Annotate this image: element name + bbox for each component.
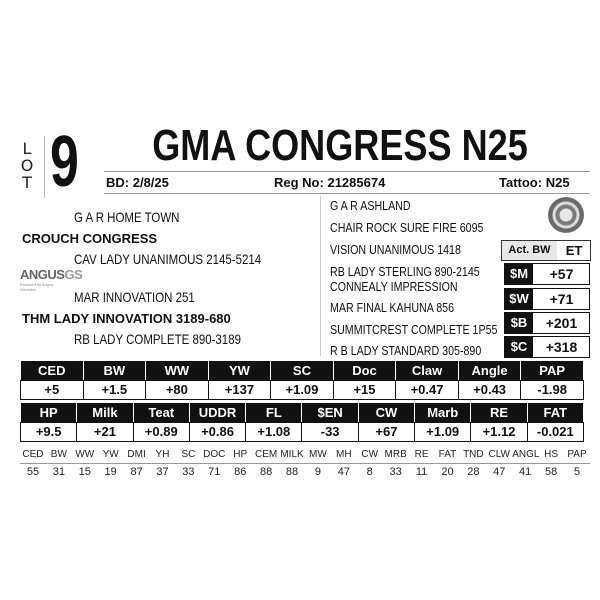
percentile-value: 20 [441,466,454,478]
dam-dam: RB LADY COMPLETE 890-3189 [74,331,241,347]
pedigree-right-5: MAR FINAL KAHUNA 856 [330,300,455,315]
registry-seal-icon [548,197,584,233]
epd-header: UDDR [189,403,245,423]
dollar-value: +57 [549,266,574,282]
epd-table-2 [20,402,584,442]
epd-value: -0.021 [527,423,583,442]
pedigree-right-4: CONNEALY IMPRESSION [330,279,458,294]
epd-header-row [21,403,584,423]
epd-value: +9.5 [21,423,77,442]
percentile-value: 9 [314,466,321,478]
percentile-header: RE [409,446,435,464]
angus-logo [20,267,83,292]
reg-value: 21285674 [327,175,386,190]
dollar-index-b [504,312,590,334]
tattoo-value: N25 [545,175,570,190]
percentile-value: 37 [156,466,169,478]
dollar-index-c [504,336,590,358]
sire-sire: G A R HOME TOWN [74,209,180,225]
percentile-header: CED [20,446,46,464]
percentile-header: HP [227,446,253,464]
epd-value: +1.09 [271,381,334,400]
epd-value-row [21,423,584,442]
epd-header: BW [83,361,146,381]
lot-letter: L [22,139,32,158]
epd-value: +0.43 [458,381,521,400]
pedigree-divider [320,196,321,356]
pedigree-right-6: SUMMITCREST COMPLETE 1P55 [330,322,498,337]
percentile-header: DMI [124,446,150,464]
epd-value: +137 [208,381,271,400]
percentile-header: PAP [564,446,590,464]
percentile-value: 15 [78,466,91,478]
dollar-index-m [504,263,590,285]
epd-header: Marb [415,403,471,423]
epd-value: +1.08 [246,423,302,442]
info-row [104,172,590,194]
epd-value: +1.5 [83,381,146,400]
dollar-value: +201 [545,315,578,331]
percentile-header: ANGL [512,446,538,464]
percentile-value: 88 [259,466,273,478]
epd-header: Angle [458,361,521,381]
act-bw-value: ET [565,243,583,258]
sire-dam: CAV LADY UNANIMOUS 2145-5214 [74,251,262,267]
pedigree-right-2: VISION UNANIMOUS 1418 [330,242,461,257]
epd-header: Doc [333,361,396,381]
percentile-value: 19 [104,466,117,478]
epd-header-row [21,361,584,381]
epd-header: SC [271,361,334,381]
pedigree-right-1: CHAIR ROCK SURE FIRE 6095 [330,220,484,235]
pedigree-right-7: R B LADY STANDARD 305-890 [330,343,482,358]
lot-letter: T [22,173,32,192]
epd-value: +5 [21,381,84,400]
pedigree-right-0: G A R ASHLAND [330,198,411,213]
tattoo [499,172,570,194]
birth-date [106,172,169,194]
percentile-header: DOC [201,446,227,464]
percentile-header: MW [305,446,331,464]
lot-letter: O [20,156,34,175]
birth-date-value: 2/8/25 [132,175,169,190]
lot-label [14,140,40,191]
dollar-value: +71 [549,291,574,307]
percentile-header: CEM [253,446,279,464]
dollar-key: $W [505,289,533,309]
epd-header: CED [21,361,84,381]
epd-value: +1.12 [471,423,527,442]
epd-value: +15 [333,381,396,400]
epd-header: FAT [527,403,583,423]
percentile-value: 88 [285,466,299,478]
epd-header: Claw [396,361,459,381]
epd-header: $EN [302,403,358,423]
percentile-value: 47 [337,466,350,478]
percentile-header: CW [357,446,383,464]
epd-value: +0.89 [133,423,189,442]
epd-value: -33 [302,423,358,442]
percentile-header: HS [538,446,564,464]
birth-date-label: BD: [106,175,130,190]
actual-birth-weight [501,240,591,261]
logo-tagline: Powered by Angus Genetics [20,282,54,292]
percentile-header: FAT [435,446,461,464]
dam-sire: MAR INNOVATION 251 [74,289,195,305]
percentile-header: YW [98,446,124,464]
percentile-header-row [20,446,590,464]
dollar-value: +318 [545,339,578,355]
epd-header: Teat [133,403,189,423]
percentile-value: 33 [389,466,402,478]
epd-value-row [21,381,584,400]
epd-value: +0.86 [189,423,245,442]
dollar-key: $B [505,313,533,333]
sire: CROUCH CONGRESS [22,231,158,246]
percentile-header: MILK [279,446,305,464]
registration-number [274,172,385,194]
dollar-index-w [504,288,590,310]
epd-header: PAP [521,361,584,381]
lot-divider [44,136,45,198]
percentile-header: CLW [486,446,512,464]
reg-label: Reg No: [274,175,324,190]
percentile-value: 31 [52,466,65,478]
logo-text-gs: GS [64,267,83,282]
epd-header: HP [21,403,77,423]
tattoo-label: Tattoo: [499,175,543,190]
percentile-value: 8 [366,466,373,478]
animal-name: GMA CONGRESS N25 [152,121,528,170]
epd-value: +67 [358,423,414,442]
epd-header: RE [471,403,527,423]
lot-number: 9 [50,122,79,202]
percentile-value: 11 [415,466,428,478]
percentile-value: 28 [467,466,480,478]
dollar-key: $M [505,264,533,284]
percentile-table [20,446,590,481]
epd-value: +0.47 [396,381,459,400]
epd-header: WW [146,361,209,381]
epd-header: FL [246,403,302,423]
epd-header: Milk [77,403,133,423]
percentile-value: 47 [493,466,506,478]
epd-value: +80 [146,381,209,400]
percentile-value-row [20,464,590,482]
dam: THM LADY INNOVATION 3189-680 [22,311,231,326]
divider [104,193,590,194]
percentile-header: MH [331,446,357,464]
percentile-value: 55 [26,466,40,478]
epd-value: -1.98 [521,381,584,400]
percentile-value: 33 [182,466,195,478]
percentile-value: 71 [208,466,221,478]
percentile-value: 87 [130,466,143,478]
percentile-value: 86 [234,466,247,478]
percentile-header: YH [150,446,176,464]
percentile-value: 5 [573,466,581,478]
percentile-header: SC [175,446,201,464]
epd-header: YW [208,361,271,381]
pedigree-right-3: RB LADY STERLING 890-2145 [330,264,480,279]
percentile-header: MRB [383,446,409,464]
percentile-value: 58 [544,466,558,478]
logo-text: ANGUS [20,267,65,282]
percentile-header: WW [72,446,98,464]
epd-value: +1.09 [415,423,471,442]
epd-value: +21 [77,423,133,442]
act-bw-label: Act. BW [502,241,557,260]
percentile-header: BW [46,446,72,464]
epd-table-1 [20,360,584,400]
percentile-value: 41 [519,466,532,478]
percentile-header: TND [460,446,486,464]
epd-header: CW [358,403,414,423]
dollar-key: $C [505,337,533,357]
